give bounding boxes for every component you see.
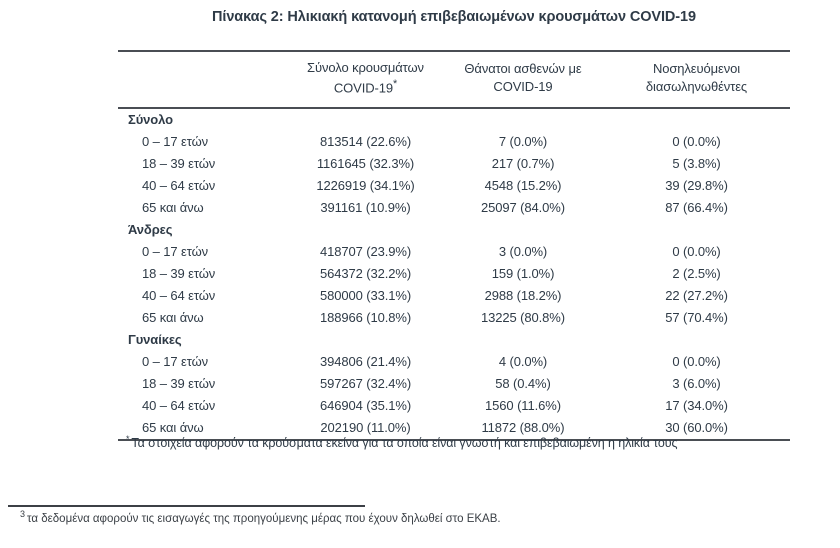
cell-cases: 813514 (22.6%) <box>319 133 412 149</box>
row-label: 0 – 17 ετών <box>142 133 209 149</box>
table-title: Πίνακας 2: Ηλικιακή κατανομή επιβεβαιωμένων κρουσμάτων COVID-19 <box>212 9 696 25</box>
cell-intubated: 5 (3.8%) <box>672 155 721 171</box>
section-row-women <box>118 329 790 351</box>
cell-cases: 1161645 (32.3%) <box>316 155 415 171</box>
table-footnote-text: Τα στοιχεία αφορούν τα κρούσματα εκείνα για τα οποία είναι γνωστή και επιβεβαιωμένη η ηλικία τους <box>131 436 678 450</box>
cell-deaths: 2988 (18.2%) <box>484 287 562 303</box>
table-footnote-marker: * <box>126 433 130 444</box>
header-intubated-line2: διασωληνωθέντες <box>645 79 748 95</box>
cell-cases: 597267 (32.4%) <box>319 375 412 391</box>
cell-deaths: 217 (0.7%) <box>491 155 555 171</box>
section-label: Άνδρες <box>128 221 173 237</box>
footnote-separator-line <box>8 505 365 507</box>
table-row <box>118 307 790 329</box>
table-row <box>118 285 790 307</box>
row-label: 40 – 64 ετών <box>142 397 216 413</box>
cell-cases: 580000 (33.1%) <box>319 287 412 303</box>
cell-deaths: 13225 (80.8%) <box>481 309 565 325</box>
header-intubated-line1: Νοσηλευόμενοι <box>652 61 741 77</box>
cell-cases: 394806 (21.4%) <box>319 353 412 369</box>
row-label: 40 – 64 ετών <box>142 177 216 193</box>
table-row <box>118 175 790 197</box>
header-total-cases <box>288 51 443 108</box>
table-row <box>118 373 790 395</box>
page-footnote <box>20 509 800 525</box>
cell-intubated: 39 (29.8%) <box>665 177 728 193</box>
cell-cases: 188966 (10.8%) <box>319 309 412 325</box>
header-empty <box>118 51 288 108</box>
section-row-men <box>118 219 790 241</box>
table-row <box>118 197 790 219</box>
cell-intubated: 0 (0.0%) <box>672 243 721 259</box>
cell-intubated: 17 (34.0%) <box>665 397 728 413</box>
cell-intubated: 30 (60.0%) <box>603 417 790 440</box>
header-total-cases-line2: COVID-19 <box>333 80 394 96</box>
cell-intubated: 87 (66.4%) <box>665 199 728 215</box>
header-deaths-line2: COVID-19 <box>493 79 553 95</box>
header-total-cases-line1: Σύνολο κρουσμάτων <box>307 60 424 75</box>
cell-deaths: 11872 (88.0%) <box>443 417 603 440</box>
row-label: 65 και άνω <box>142 309 204 325</box>
header-deaths <box>443 51 603 108</box>
row-label: 40 – 64 ετών <box>142 287 216 303</box>
covid-age-distribution-table <box>118 50 790 441</box>
row-label: 65 και άνω <box>142 199 204 215</box>
cell-deaths: 58 (0.4%) <box>495 375 551 391</box>
cell-deaths: 4548 (15.2%) <box>484 177 562 193</box>
table-row <box>118 241 790 263</box>
cell-intubated: 3 (6.0%) <box>672 375 721 391</box>
row-label: 65 και άνω <box>118 417 288 440</box>
cell-intubated: 57 (70.4%) <box>665 309 728 325</box>
cell-deaths: 7 (0.0%) <box>498 133 548 149</box>
table-row <box>118 351 790 373</box>
row-label: 0 – 17 ετών <box>142 243 209 259</box>
cell-cases: 1226919 (34.1%) <box>316 177 415 193</box>
cell-deaths: 1560 (11.6%) <box>485 397 561 413</box>
cell-intubated: 0 (0.0%) <box>672 133 721 149</box>
header-intubated <box>603 51 790 108</box>
page-footnote-text: τα δεδομένα αφορούν τις εισαγωγές της προηγούμενης μέρας που έχουν δηλωθεί στο ΕΚΑΒ. <box>27 513 501 525</box>
row-label: 18 – 39 ετών <box>142 375 216 391</box>
table-row <box>118 131 790 153</box>
page-footnote-marker: 3 <box>20 509 26 520</box>
row-label: 18 – 39 ετών <box>142 155 216 171</box>
table-row <box>118 153 790 175</box>
cell-intubated: 2 (2.5%) <box>672 265 721 281</box>
table-header <box>118 51 790 108</box>
cell-deaths: 159 (1.0%) <box>491 265 555 281</box>
table-footnote <box>126 433 786 450</box>
cell-intubated: 0 (0.0%) <box>672 353 721 369</box>
row-label: 0 – 17 ετών <box>142 353 209 369</box>
section-label: Σύνολο <box>128 111 173 127</box>
section-row-total <box>118 108 790 131</box>
row-label: 18 – 39 ετών <box>142 265 216 281</box>
header-deaths-line1: Θάνατοι ασθενών με <box>464 61 582 77</box>
cell-intubated: 22 (27.2%) <box>665 287 728 303</box>
table-row <box>118 395 790 417</box>
cell-cases: 418707 (23.9%) <box>319 243 412 259</box>
cell-cases: 564372 (32.2%) <box>319 265 412 281</box>
header-footnote-marker: * <box>393 78 398 91</box>
cell-deaths: 4 (0.0%) <box>498 353 548 369</box>
cell-cases: 391161 (10.9%) <box>320 199 411 215</box>
cell-deaths: 25097 (84.0%) <box>481 199 565 215</box>
table-row <box>118 263 790 285</box>
cell-deaths: 3 (0.0%) <box>498 243 548 259</box>
cell-cases: 646904 (35.1%) <box>319 397 412 413</box>
cell-cases: 202190 (11.0%) <box>288 417 443 440</box>
section-label: Γυναίκες <box>128 331 182 347</box>
